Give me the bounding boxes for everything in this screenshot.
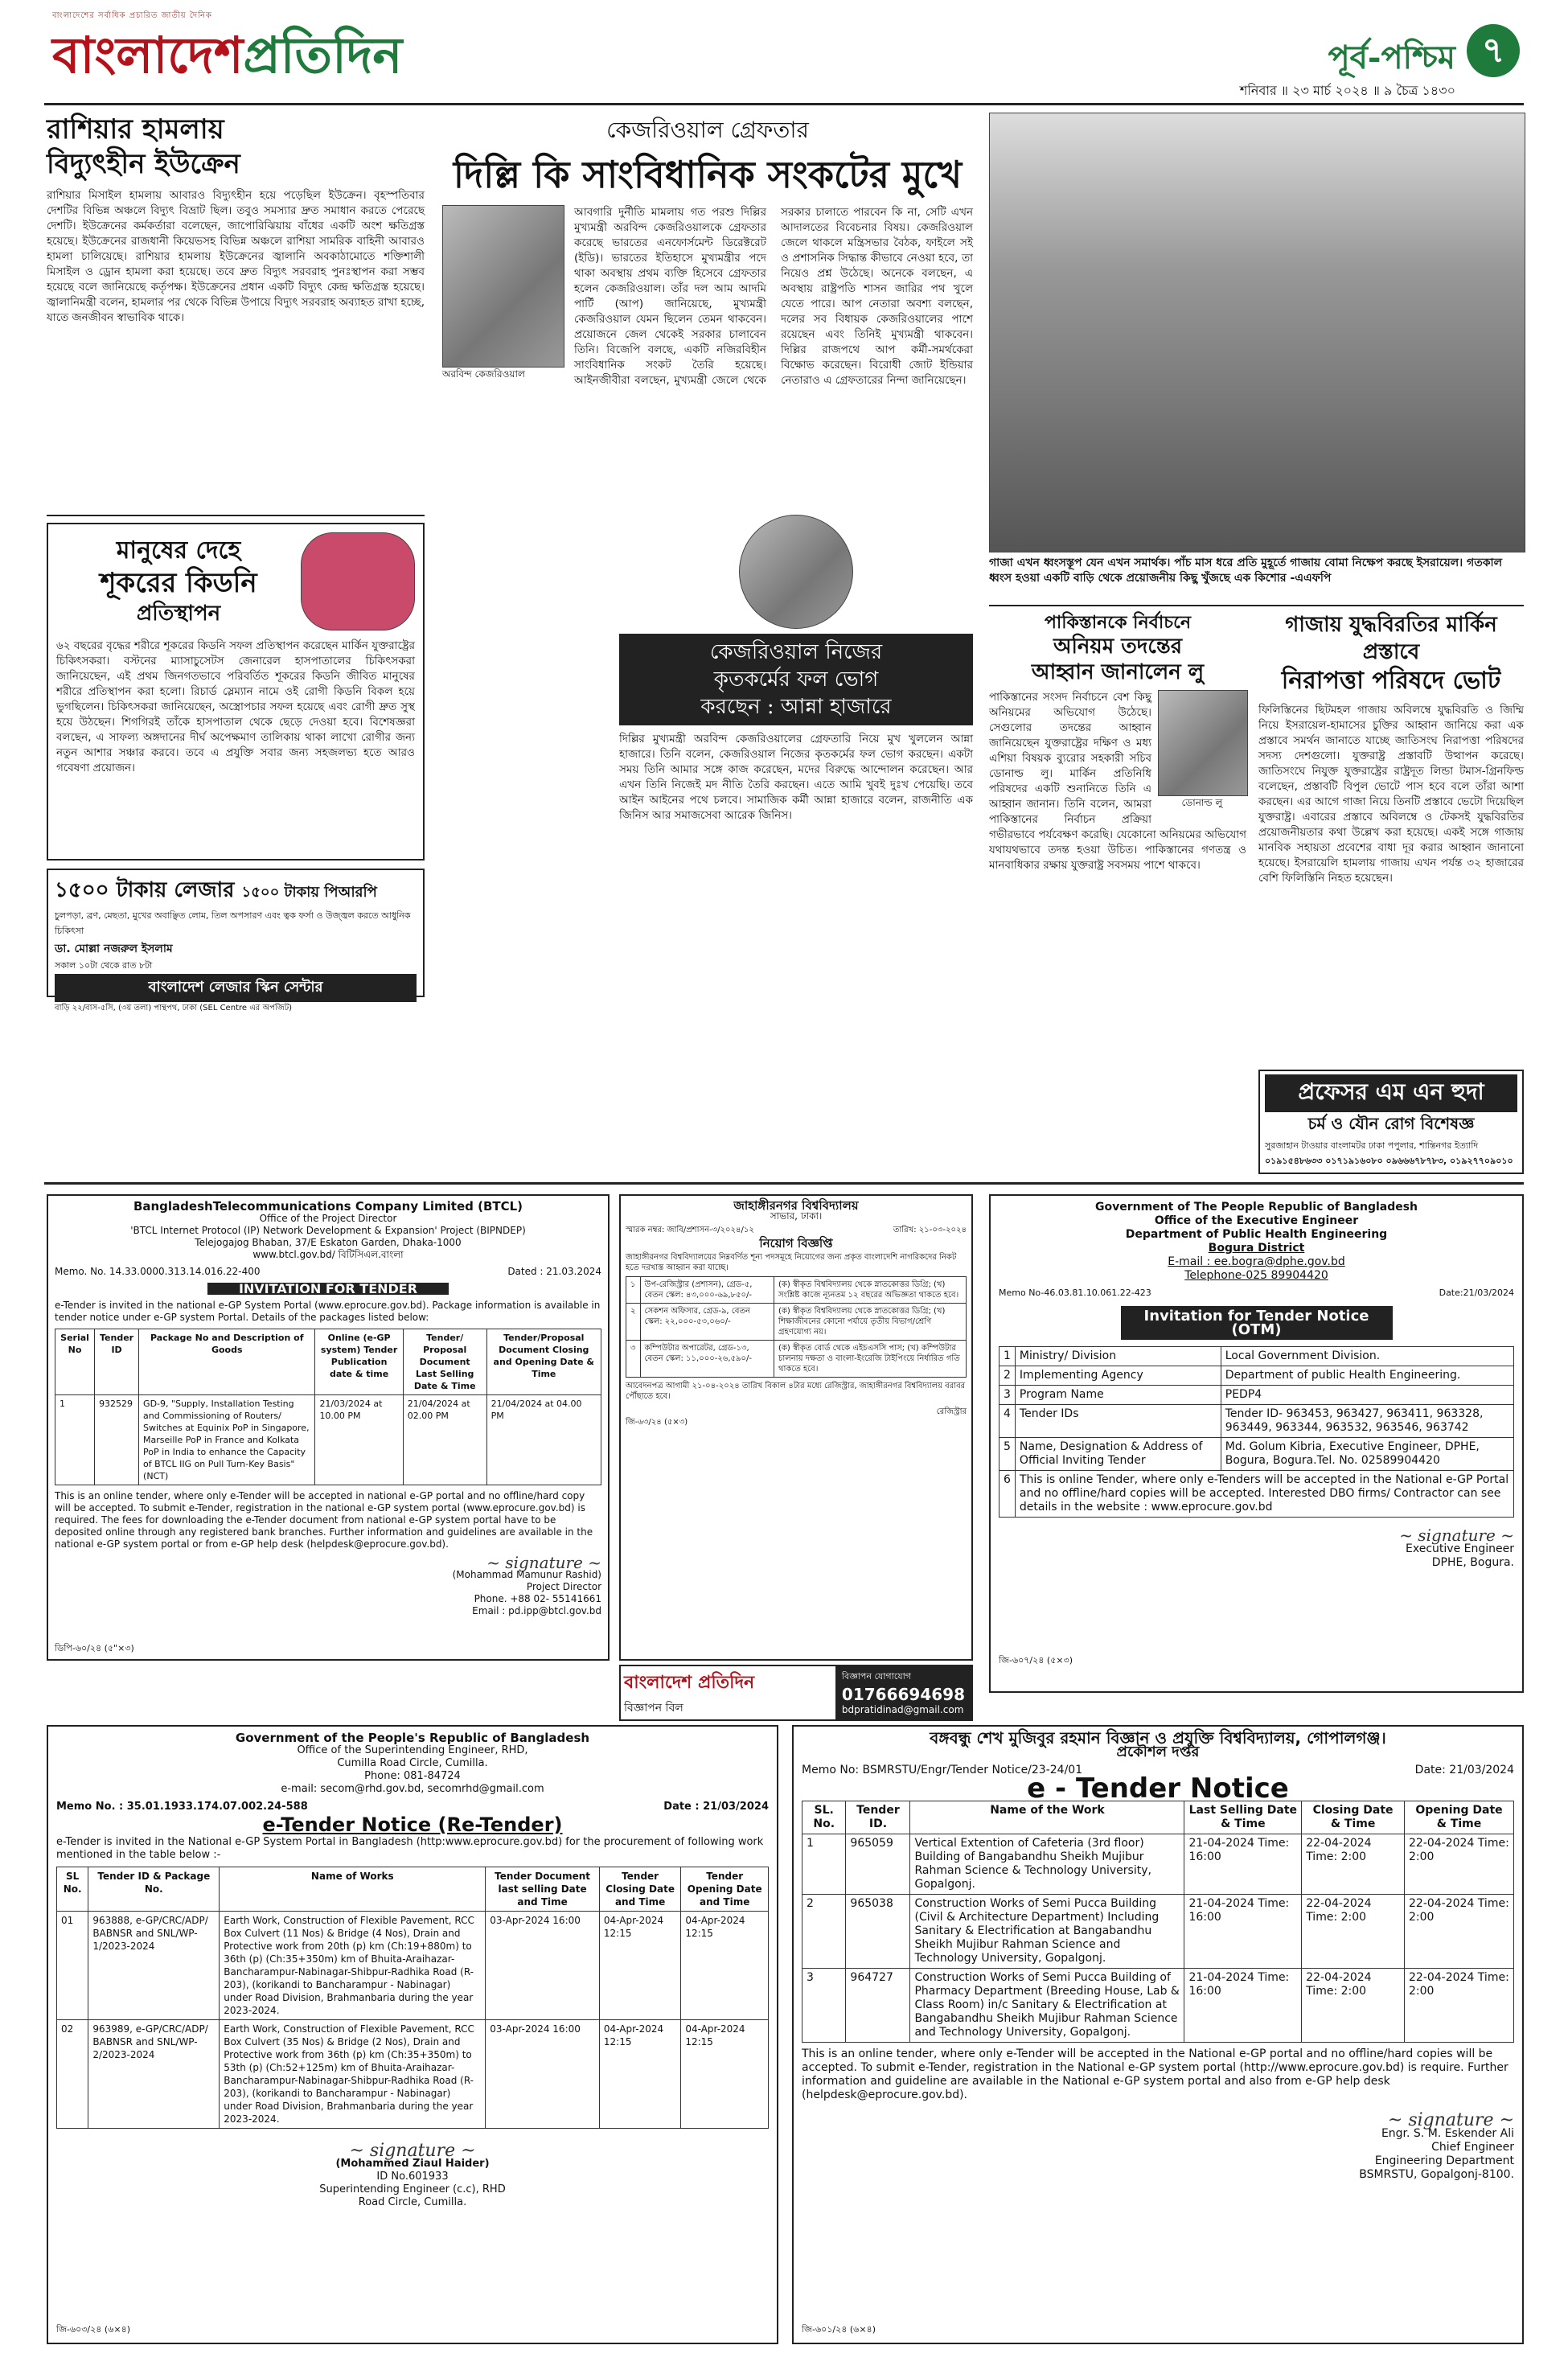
ad-doctor: ডা. মোল্লা নজরুল ইসলাম [55,943,173,955]
cell: Name, Designation & Address of Official Inviting Tender [1015,1438,1221,1471]
table-row [57,1912,769,2020]
masthead-title-part1: বাংলাদেশ [52,26,244,84]
story-body: আবগারি দুর্নীতি মামলায় গত পরশু দিল্লির মুখ্যমন্ত্রী অরবিন্দ কেজরিওয়ালকে গ্রেফতার করেছে ভারতের এনফোর্সমেন্ট ডিরেক্টরেট (ইডি)। ভারতের ইতিহাসে মুখ্যমন্ত্রীর পদে থাকা অবস্থায় প্রথম ব্যক্তি হিসেবে গ্রেফতার হলেন কেজরিওয়াল। তাঁর দল আম আদমি পার্টি (আপ) জানিয়েছে, মুখ্যমন্ত্রী কেজরিওয়াল যেমন ছিলেন তেমন থাকবেন। প্রয়োজনে জেল থেকেই সরকার চালাবেন তিনি। বিজেপি বলছে, একটি নজিরবিহীন সাংবিধানিক সংকট তৈরি হয়েছে। আইনজীবীরা বলছেন, মুখ্যমন্ত্রী জেলে থেকে সরকার চালাতে পারবেন কি না, সেটি এখন আদালতের বিবেচনার বিষয়। কেজরিওয়াল জেলে থাকলে মন্ত্রিসভার বৈঠক, ফাইলে সই ও প্রশাসনিক সিদ্ধান্ত কীভাবে নেওয়া হবে, তা নিয়েও প্রশ্ন উঠেছে। অনেকে বলছেন, এ অবস্থায় রাষ্ট্রপতি শাসন জারির পথ খুলে যেতে পারে। আপ নেতারা অবশ্য বলছেন, দলের সব বিধায়ক কেজরিওয়ালের পাশে রয়েছেন এবং তিনিই মুখ্যমন্ত্রী থাকবেন। দিল্লির রাজপথে আপ কর্মী-সমর্থকেরা বিক্ষোভ করেছেন। বিরোধী জোট ইন্ডিয়ার নেতারাও এ গ্রেফতারের নিন্দা জানিয়েছেন। [574,206,973,387]
cell: 5 [999,1438,1016,1471]
signer-place: Road Circle, Cumilla. [358,2196,467,2208]
headline-line1: পাকিস্তানকে নির্বাচনে [1044,612,1192,633]
table-row [999,1438,1514,1471]
cell: 1 [55,1395,95,1485]
tender-title: INVITATION FOR TENDER [207,1283,449,1295]
photo-caption: অরবিন্দ কেজরিওয়াল [442,368,525,380]
cell: Local Government Division. [1221,1347,1513,1366]
masthead-rule [44,103,1524,105]
signer-title: Chief Engineer [1431,2141,1514,2154]
cell: 21/04/2024 at 04.00 PM [486,1395,601,1485]
signer-id: ID No.601933 [376,2171,449,2183]
contact-title: বিজ্ঞাপন যোগাযোগ [841,1671,911,1682]
cell: 964727 [846,1969,910,2043]
table-row [802,1895,1514,1969]
cell: 22-04-2024 Time: 2:00 [1302,1969,1405,2043]
contact-label: বিজ্ঞাপন বিল [624,1701,683,1715]
header-cell: Opening Date & Time [1405,1801,1514,1834]
header-cell: Last Selling Date & Time [1184,1801,1302,1834]
ad-contact [619,1665,973,1721]
cell: Implementing Agency [1015,1366,1221,1386]
office: Office of the Project Director [259,1213,397,1224]
cell: Tender ID- 963453, 963427, 963411, 963328, 963449, 963344, 963532, 963546, 963742 [1221,1405,1513,1438]
signer-title: Project Director [526,1581,601,1592]
signer-place: DPHE, Bogura. [1431,1556,1514,1569]
cell: Earth Work, Construction of Flexible Pavement, RCC Box Culvert (11 Nos) & Bridge (4 Nos), Drain and Protective work from 20th (p) km (Ch:19+880m) to 36th (p) (Ch:35+350m) km of Bhuita-Araihazar-Bancharampur-Nabinagar-Shibpur-Radhika Road (R-203), (korikandi to Bancharampur - Nabinagar) under Road Division, Brahmanbaria during the year 2023-2024. [220,1912,486,2020]
doctor-address: সুরজাহান টাওয়ার বাংলামটর ঢাকা পপুলার, শান্তিনগর ইত্যাদি [1265,1140,1479,1151]
cell: 04-Apr-2024 12:15 [681,2020,769,2129]
intro: e-Tender is invited in the National e-GP System Portal in Bangladesh (http:www.eprocure.gov.bd) for the procurement of following work mentioned in the table below :- [56,1836,764,1861]
cell: সেকশন অফিসার, গ্রেড-৯, বেতন স্কেল: ২২,০০০-৫৩,০৬০/- [640,1304,774,1341]
signature-block [55,1553,601,1617]
kidney-illustration [301,532,415,630]
header-cell: Tender Opening Date and Time [681,1867,769,1912]
kicker: কেজরিওয়াল গ্রেফতার [606,117,809,143]
header-cell: SL. No. [802,1801,846,1834]
ad-laser-center [47,869,425,1012]
email: Email : pd.ipp@btcl.gov.bd [472,1605,601,1616]
cell: 963888, e-GP/CRC/ADP/ BABNSR and SNL/WP-1/2023-2024 [88,1912,220,2020]
ad-title-number: ১৫০০ [55,878,109,902]
headline-line2: অনিয়ম তদন্তের [1053,635,1183,659]
cell: 03-Apr-2024 16:00 [486,2020,600,2129]
story-body: পাকিস্তানের সংসদ নির্বাচনে বেশ কিছু অনিয়মের অভিযোগ উঠেছে। সেগুলোর তদন্তের আহ্বান জানিয়েছেন যুক্তরাষ্ট্রের দক্ষিণ ও মধ্য এশিয়া বিষয়ক ব্যুরোর সহকারী সচিব ডোনাল্ড লু। মার্কিন প্রতিনিধি পরিষদের একটি শুনানিতে তিনি এ আহ্বান জানান। তিনি বলেন, আমরা পাকিস্তানের নির্বাচন প্রক্রিয়া গভীরভাবে পর্যবেক্ষণ করেছি। যেকোনো অনিয়মের অভিযোগ যথাযথভাবে তদন্ত হওয়া উচিত। পাকিস্তানের গণতন্ত্র ও মানবাধিকার রক্ষায় যুক্তরাষ্ট্র সবসময় পাশে থাকবে। [989,691,1246,872]
ad-ref: জি-৬০১/২৪ (৬×৪) [802,2324,876,2335]
story-body: ৬২ বছরের বৃদ্ধের শরীরে শূকরের কিডনি সফল প্রতিস্থাপন করেছেন মার্কিন যুক্তরাষ্ট্রের চিকিৎসকরা। বস্টনের ম্যাসাচুসেটস জেনারেল হাসপাতালের চিকিৎসকরা জানিয়েছেন, এই প্রথম জিনগতভাবে পরিবর্তিত শূকরের কিডনি জীবিত মানুষের শরীরে প্রতিস্থাপন করা হলো। রিচার্ড স্লেম্যান নামে ওই রোগী কিডনি বিকল হয়ে ভুগছিলেন। চিকিৎসকরা জানিয়েছেন, অস্ত্রোপচার সফল হয়েছে এবং রোগী দ্রুত সুস্থ হয়ে উঠছেন। শিগগিরই তাঁকে হাসপাতাল থেকে ছেড়ে দেওয়া হবে। বিশেষজ্ঞরা বলছেন, এ সাফল্য অঙ্গদানের দীর্ঘ অপেক্ষমাণ তালিকায় থাকা লাখো রোগীর জন্য নতুন আশার সঞ্চার করবে। তবে এ প্রযুক্তি সবার জন্য সহজলভ্য হতে আরও গবেষণা প্রয়োজন। [56,639,415,774]
ad-section-rule [44,1182,1524,1185]
ad-ref: জি-৬০৩/২৪ (৬×৪) [56,2324,130,2335]
signature-block [999,1526,1514,1570]
university: বঙ্গবন্ধু শেখ মুজিবুর রহমান বিজ্ঞান ও প্রযুক্তি বিশ্ববিদ্যালয়, গোপালগঞ্জ। [930,1728,1386,1748]
story-anna-hazare [619,515,973,941]
contact-email: bdpratidinad@gmail.com [841,1704,964,1715]
header-cell: Online (e-GP system) Tender Publication date & time [315,1329,403,1395]
signer-dept: Engineering Department [1374,2154,1514,2167]
cell: কম্পিউটার অপারেটর, গ্রেড-১৩, বেতন স্কেল: ১১,০০০-২৬,৫৯০/- [640,1341,774,1378]
photo-block [1158,690,1246,812]
ad-address: বাড়ি ২২/বাস-৫সি, (৩য় তলা) পান্থপথ, ঢাকা (SEL Centre এর অপজিট) [55,1004,293,1012]
university: জাহাঙ্গীরনগর বিশ্ববিদ্যালয় [733,1198,859,1213]
table-row [57,2020,769,2129]
cell: 22-04-2024 Time: 2:00 [1302,1834,1405,1895]
kejriwal-photo [442,205,564,368]
cell: PEDP4 [1221,1386,1513,1405]
tender-title: e - Tender Notice [1027,1772,1289,1805]
header-cell: SL No. [57,1867,88,1912]
table-row [55,1395,601,1485]
telephone: Telephone-025 89904420 [1184,1269,1328,1282]
cell: 21-04-2024 Time: 16:00 [1184,1895,1302,1969]
masthead-title-part2: প্রতিদিন [243,26,403,84]
cell: Md. Golum Kibria, Executive Engineer, DPHE, Bogura, Bogura.Tel. No. 02589904420 [1221,1438,1513,1471]
address: Telejogajog Bhaban, 37/E Eskaton Garden, Dhaka-1000 [195,1237,462,1248]
photo-block [442,205,563,384]
gaza-photo [989,113,1525,552]
cell: 22-04-2024 Time: 2:00 [1302,1895,1405,1969]
signer: (Mohammad Mamunur Rashid) [452,1569,601,1580]
cell: 02 [57,2020,88,2129]
cell: 04-Apr-2024 12:15 [681,1912,769,2020]
signature: ~ signature ~ [349,2141,476,2161]
footer: আবেদনপত্র আগামী ২১-০৪-২০২৪ তারিখ বিকাল ৪টার মধ্যে রেজিস্ট্রার, জাহাঙ্গীরনগর বিশ্ববিদ্যালয় বরাবর পৌঁছাতে হবে। [626,1382,966,1401]
cell: 1 [802,1834,846,1895]
cell: Construction Works of Semi Pucca Building of Pharmacy Department (Breeding House, Lab & Class Room) in/c Sanitary & Electrification at Bangabandhu Sheikh Mujibur Rahman Science and Technology University, Gopalgonj. [910,1969,1184,2043]
notes: This is an online tender, where only e-Tender will be accepted in the National e-GP portal and no offline/hard copies will be accepted. To submit e-Tender, registration in the National e-GP system portal (http://www.eprocure.gov.bd) is require. Further information and guideline are available in the National e-GP system portal and also from e-GP help desk (helpdesk@eprocure.gov.bd). [802,2047,1508,2101]
story-pig-kidney [47,523,425,860]
header-cell: Name of Works [220,1867,486,1912]
place: সাভার, ঢাকা। [770,1210,823,1222]
headline-line2: নিরাপত্তা পরিষদে ভোট [1281,667,1501,695]
cell: 22-04-2024 Time: 2:00 [1405,1895,1514,1969]
table-row [626,1304,967,1341]
memo: Memo No-46.03.81.10.061.22-423 [999,1288,1151,1298]
quote-box [619,634,973,725]
ad-title-text: টাকায় লেজার [116,878,235,902]
dated: Dated : 21.03.2024 [507,1266,601,1277]
masthead-tagline: বাংলাদেশের সর্বাধিক প্রচারিত জাতীয় দৈনিক [52,11,212,20]
tender-rhd [47,1725,778,2344]
cell: 2 [999,1366,1016,1386]
memo: Memo No. : 35.01.1933.174.07.002.24-588 [56,1801,308,1813]
page-number: ৭ [1467,24,1520,77]
district: Bogura District [1208,1242,1305,1255]
tender-table [999,1346,1514,1518]
doctor-name: প্রফেসর এম এন হুদা [1265,1074,1517,1112]
header-cell: Tender Closing Date and Time [599,1867,680,1912]
cell: Department of public Health Engineering. [1221,1366,1513,1386]
tender-table [56,1867,769,2129]
headline-line3: আহ্বান জানালেন লু [1031,660,1205,684]
headline-line2: শূকরের কিডনি [100,567,257,599]
table-header-row [57,1867,769,1912]
cell: 965059 [846,1834,910,1895]
cell: Construction Works of Semi Pucca Building (Civil & Architecture Department) Including Sanitary & Electrification at Bangabandhu Sheikh Mujibur Rahman Science and Technology University, Gopalgonj. [910,1895,1184,1969]
table-row [999,1366,1514,1386]
cell: Program Name [1015,1386,1221,1405]
table-row [802,1834,1514,1895]
headline-line3: প্রতিস্থাপন [136,602,221,626]
cell: 3 [802,1969,846,2043]
table-row [999,1386,1514,1405]
signature-block [56,2141,769,2209]
cell: 21-04-2024 Time: 16:00 [1184,1834,1302,1895]
header-cell: Tender Document last selling Date and Time [486,1867,600,1912]
memo: Memo. No. 14.33.0000.313.14.016.22-400 [55,1266,261,1277]
anna-hazare-photo [739,515,853,629]
cell: GD-9, "Supply, Installation Testing and Commissioning of Routers/ Switches at Equinix PoP in Singapore, Marseille PoP in France and Kolkata PoP in India to enhance the Capacity of BTCL IIG on Pull Turn-Key Basis" (NCT) [139,1395,315,1485]
header-cell: Package No and Description of Goods [139,1329,315,1395]
cell: 965038 [846,1895,910,1969]
masthead-logo [52,10,438,98]
table-row [802,1969,1514,2043]
signature-block [802,2110,1514,2182]
tender-title: Invitation for Tender Notice (OTM) [1121,1306,1393,1340]
cell: ১ [626,1277,641,1304]
story-body: ফিলিস্তিনের ছিটমহল গাজায় অবিলম্বে যুদ্ধবিরতি ও জিম্মি নিয়ে ইসরায়েল-হামাসের চুক্তির আহ্বান জানিয়ে করা এক প্রস্তাবে সমর্থন জানাতে যাচ্ছে জাতিসংঘ নিরাপত্তা পরিষদের সদস্য দেশগুলো। যুক্তরাষ্ট্র প্রস্তাবটি উত্থাপন করেছে। জাতিসংঘে নিযুক্ত যুক্তরাষ্ট্রের রাষ্ট্রদূত লিন্ডা টমাস-গ্রিনফিল্ড বলেছেন, প্রস্তাবটি বিপুল ভোটে পাস হবে বলে তাঁরা আশা করছেন। এর আগে গাজা নিয়ে তিনটি প্রস্তাবে ভেটো দিয়েছিল যুক্তরাষ্ট্র। এবারের প্রস্তাবে অবিলম্বে ও টেকসই যুদ্ধবিরতির প্রয়োজনীয়তার কথা উল্লেখ করা হয়েছে। একই সঙ্গে গাজায় মানবিক সহায়তা প্রবেশের বাধা দূর করার আহ্বান জানানো হয়েছে। ইসরায়েলি হামলায় গাজায় এখন পর্যন্ত ৩২ হাজারের বেশি ফিলিস্তিনি নিহত হয়েছেন। [1258,704,1524,885]
tender-dphe [989,1194,1524,1693]
table-header-row [55,1329,601,1395]
tender-title: e-Tender Notice (Re-Tender) [262,1813,563,1836]
ad-ref: জি-৬৩/২৪ (৫×৩) [626,1418,688,1427]
email: E-mail : ee.bogra@dphe.gov.bd [1168,1255,1345,1268]
donald-lu-photo [1158,690,1248,796]
doctor-specialty: চর্ম ও যৌন রোগ বিশেষজ্ঞ [1307,1114,1475,1133]
header-cell: Tender ID & Package No. [88,1867,220,1912]
contact-logo: বাংলাদেশ প্রতিদিন [624,1671,755,1693]
tender-table [802,1801,1514,2043]
table-header-row [802,1801,1514,1834]
cell: (ক) স্বীকৃত বিশ্ববিদ্যালয় থেকে স্নাতকোত্তর ডিগ্রি; (খ) সংশ্লিষ্ট কাজে ন্যূনতম ১২ বছরের অভিজ্ঞতা থাকতে হবে। [774,1277,966,1304]
phone: Phone: 081-84724 [364,1770,461,1782]
headline-line1: মানুষের দেহে [116,536,241,565]
signature: ~ signature ~ [1399,1526,1514,1545]
office: Office of the Superintending Engineer, RHD, [297,1744,528,1756]
photo-caption: ডোনাল্ড লু [1181,797,1223,808]
notes: This is an online tender, where only e-Tender will be accepted in national e-GP portal and no offline/hard copy will be accepted. To submit e-Tender, registration in the national e-GP system portal (www.eprocure.gov.bd) is required. The fees for downloading the e-Tender document from national e-GP system portal have to be deposited online through any registered bank branches. Further information and guidelines are available in the national e-GP system portal or from e-GP help desk (helpdesk@eprocure.gov.bd). [55,1490,593,1550]
cell: 4 [999,1405,1016,1438]
header-cell: Tender ID. [846,1801,910,1834]
title: নিয়োগ বিজ্ঞপ্তি [759,1236,833,1251]
header-cell: Name of the Work [910,1801,1184,1834]
issue-date: শনিবার ॥ ২৩ মার্চ ২০২৪ ॥ ৯ চৈত্র ১৪৩০ [1239,83,1455,98]
signer-title: Superintending Engineer (c.c), RHD [319,2183,506,2195]
contact-phone: 01766694698 [841,1685,965,1704]
intro: e-Tender is invited in the national e-GP System Portal (www.eprocure.gov.bd). Package information is available in tender notice under e-GP system Portal. Details of the packages listed below: [55,1300,601,1323]
ad-doctor [1258,1070,1524,1174]
office: প্রকৌশল দপ্তর [1116,1744,1200,1760]
office: Office of the Executive Engineer [1154,1214,1359,1227]
cell: 04-Apr-2024 12:15 [599,1912,680,2020]
ad-title-tail: ১৫০০ টাকায় পিআরপি [241,884,377,901]
story-gaza-vote [1258,611,1524,1062]
cell: ৩ [626,1341,641,1378]
web: www.btcl.gov.bd/ বিটিসিএল.বাংলা [252,1249,404,1260]
signer: (Mohammed Ziaul Haider) [335,2158,490,2170]
cell: ২ [626,1304,641,1341]
date: Date : 21/03/2024 [663,1801,769,1813]
table-row [999,1405,1514,1438]
headline: দিল্লি কি সাংবিধানিক সংকটের মুখে [453,153,963,196]
memo: Memo No: BSMRSTU/Engr/Tender Notice/23-24/01 [802,1764,1083,1776]
tender-table [55,1329,601,1485]
header-cell: Tender/Proposal Document Closing and Opening Date & Time [486,1329,601,1395]
memo: স্মারক নম্বর: জাবি/প্রশাসন-৩/২০২৪/১২ [626,1226,754,1234]
notice-jahangirnagar [619,1194,973,1661]
table-row [999,1471,1514,1518]
masthead-title [52,23,438,88]
cell: (ক) স্বীকৃত বোর্ড থেকে এইচএসসি পাস; (খ) কম্পিউটার চালনায় দক্ষতা ও বাংলা-ইংরেজি টাইপিংয়ে নির্ধারিত গতি থাকতে হবে। [774,1341,966,1378]
cell: 6 [999,1471,1016,1518]
cell: 04-Apr-2024 12:15 [599,2020,680,2129]
divider [989,605,1524,606]
cell: 21/04/2024 at 02.00 PM [403,1395,486,1485]
cell: 932529 [95,1395,139,1485]
story-pakistan [989,611,1246,1174]
tender-bsmrstu [792,1725,1524,2344]
header-cell: Tender/ Proposal Document Last Selling Date & Time [403,1329,486,1395]
intro: জাহাঙ্গীরনগর বিশ্ববিদ্যালয়ের নিম্নবর্ণিত শূন্য পদসমূহে নিয়োগের জন্য প্রকৃত বাংলাদেশি নাগরিকদের নিকট হতে দরখাস্ত আহ্বান করা যাচ্ছে। [626,1253,957,1272]
cell: 01 [57,1912,88,2020]
quote-line2: কৃতকর্মের ফল ভোগ [713,667,879,692]
cell: 21/03/2024 at 10.00 PM [315,1395,403,1485]
cell: 3 [999,1386,1016,1405]
date: Date: 21/03/2024 [1414,1764,1514,1776]
divider [47,515,425,516]
quote-line3: করছেন : আন্না হাজারে [700,695,892,719]
date: তারিখ: ২১-০৩-২০২৪ [893,1226,967,1234]
headline-line2: বিদ্যুৎহীন ইউক্রেন [47,148,240,180]
circle: Cumilla Road Circle, Cumilla. [337,1757,488,1769]
section-name: পূর্ব-পশ্চিম [1328,39,1455,76]
quote-line1: কেজরিওয়াল নিজের [709,640,883,664]
phone: Phone. +88 02- 55141661 [474,1593,601,1604]
cell: This is online Tender, where only e-Tenders will be accepted in the National e-GP Portal and no offline/hard copies will be accepted. Interested DBO firms/ Contractor can see details in the website : www.eprocure.gov.bd [1015,1471,1513,1518]
cell: উপ-রেজিস্ট্রার (প্রশাসন), গ্রেড-৫, বেতন স্কেল: ৪৩,০০০-৬৯,৮৫০/- [640,1277,774,1304]
project: 'BTCL Internet Protocol (IP) Network Development & Expansion' Project (BIPNDEP) [130,1225,526,1236]
cell: 22-04-2024 Time: 2:00 [1405,1969,1514,2043]
gov: Government of The People Republic of Bangladesh [1094,1201,1418,1214]
vacancy-table [626,1276,967,1378]
signer: Executive Engineer [1406,1542,1514,1555]
ad-timing: সকাল ১০টা থেকে রাত ৮টা [55,960,153,971]
email: e-mail: secom@rhd.gov.bd, secomrhd@gmail.com [281,1783,544,1795]
ad-services: চুলপড়া, ব্রণ, মেছতা, মুখের অবাঞ্ছিত লোম, তিল অপসারণ এবং ত্বক ফর্সা ও উজ্জ্বল করতে আধুনিক চিকিৎসা [55,910,411,936]
headline-line1: গাজায় যুদ্ধবিরতির মার্কিন প্রস্তাবে [1285,613,1497,664]
header-cell: Serial No [55,1329,95,1395]
headline-line1: রাশিয়ার হামলায় [47,113,224,146]
signer: Engr. S. M. Eskender Ali [1381,2127,1514,2140]
cell: Tender IDs [1015,1405,1221,1438]
cell: 2 [802,1895,846,1969]
table-row [999,1347,1514,1366]
header-cell: Tender ID [95,1329,139,1395]
cell: Earth Work, Construction of Flexible Pavement, RCC Box Culvert (35 Nos) & Bridge (2 Nos), Drain and Protective work from 36th (p) km (Ch:35+350m) to 53th (p) (Ch:52+125m) km of Bhuita-Araihazar-Bancharampur-Nabinagar-Shibpur-Radhika Road (R-203), (korikandi to Bancharampur - Nabinagar) under Road Division, Brahmanbaria during the year 2023-2024. [220,2020,486,2129]
cell: 03-Apr-2024 16:00 [486,1912,600,2020]
cell: Ministry/ Division [1015,1347,1221,1366]
cell: (ক) স্বীকৃত বিশ্ববিদ্যালয় থেকে স্নাতকোত্তর ডিগ্রি; (খ) শিক্ষাজীবনের কোনো পর্যায়ে তৃতীয় বিভাগ/শ্রেণি গ্রহণযোগ্য নয়। [774,1304,966,1341]
photo-caption: গাজা এখন ধ্বংসস্তূপ যেন এখন সমার্থক। পাঁচ মাস ধরে প্রতি মুহূর্তে গাজায় বোমা নিক্ষেপ করছে ইসরায়েল। গতকাল ধ্বংস হওয়া একটি বাড়ি থেকে প্রয়োজনীয় কিছু খুঁজছে এক কিশোর -এএফপি [989,557,1503,585]
gov: Government of the People's Republic of Bangladesh [235,1731,590,1745]
header-cell: Closing Date & Time [1302,1801,1405,1834]
ad-ref: ডিপি-৬০/২৪ (৫"×৩) [55,1643,134,1653]
cell: 21-04-2024 Time: 16:00 [1184,1969,1302,2043]
cell: 1 [999,1347,1016,1366]
cell: Vertical Extention of Cafeteria (3rd floor) Building of Bangabandhu Sheikh Mujibur Rahman Science & Technology University, Gopalgonj. [910,1834,1184,1895]
date: Date:21/03/2024 [1439,1288,1514,1298]
gaza-photo-block [989,113,1524,595]
signature: ~ signature ~ [1387,2110,1514,2130]
story-body: দিল্লির মুখ্যমন্ত্রী অরবিন্দ কেজরিওয়ালের গ্রেফতারি নিয়ে মুখ খুললেন আন্না হাজারে। তিনি বলেন, কেজরিওয়াল নিজের কৃতকর্মের ফল ভোগ করছেন। একটা সময় তিনি আমার সঙ্গে কাজ করেছেন, মদের বিরুদ্ধে আন্দোলন করেছেন। আর এখন তিনি নিজেই মদ নীতি তৈরি করছেন। এতে আমি খুবই দুঃখ পেয়েছি। তবে আইন আইনের পথে চলবে। সামাজিক কর্মী আন্না হাজারে বলেন, রাজনীতি এক জিনিস আর সমাজসেবা আরেক জিনিস। [619,733,973,822]
signer: রেজিস্ট্রার [936,1407,967,1416]
tender-btcl [47,1194,610,1661]
doctor-phones: ০১৯১৫৪৮৬৩৩ ০১৭১৯১৬০৮০ ০৯৬৬৬৭৮৭৮৩, ০১৯২৭৭০৯০১০ [1265,1156,1513,1166]
dept: Department of Public Health Engineering [1125,1228,1388,1241]
signature: ~ signature ~ [486,1553,601,1572]
org: BangladeshTelecommunications Company Limited (BTCL) [133,1199,523,1214]
signer-place: BSMRSTU, Gopalgonj-8100. [1359,2168,1514,2181]
cell: 22-04-2024 Time: 2:00 [1405,1834,1514,1895]
ad-center-name: বাংলাদেশ লেজার স্কিন সেন্টার [55,974,417,1002]
story-body: রাশিয়ার মিসাইল হামলায় আবারও বিদ্যুৎহীন হয়ে পড়েছিল ইউক্রেন। বৃহস্পতিবার দেশটির বিভিন্ন অঞ্চলে বিদ্যুৎ বিভ্রাট ছিল। তবুও সমস্যার দ্রুত সমাধান করতে পেরেছে দেশটি। ইউক্রেনের কর্মকর্তারা বলেছেন, জাপোরিঝিয়ায় বাঁধের একটি অংশ ক্ষতিগ্রস্ত হয়েছে। ইউক্রেনের রাজধানী কিয়েভসহ বিভিন্ন অঞ্চলে রাশিয়া সামরিক বাহিনী আবারও হামলা চালিয়েছে। রাশিয়ার হামলায় ইউক্রেনের জ্বালানি অবকাঠামোতে শক্তিশালী মিসাইল ও ড্রোন হামলা করা হয়েছে। তবে দ্রুত বিদ্যুৎ সরবরাহ পুনঃস্থাপন করা সম্ভব হয়েছে বলে জানিয়েছে কর্তৃপক্ষ। ইউক্রেনের প্রধান একটি বিদ্যুৎ কেন্দ্র ক্ষতিগ্রস্ত হয়েছে। জ্বালানিমন্ত্রী বলেন, হামলার পর থেকে বিভিন্ন উপায়ে বিদ্যুৎ সরবরাহ অব্যাহত রাখা হচ্ছে, যাতে জনজীবন স্বাভাবিক থাকে। [47,189,425,324]
story-ukraine [47,113,425,515]
table-row [626,1277,967,1304]
ad-ref: জি-৬০৭/২৪ (৫×৩) [999,1655,1073,1665]
table-row [626,1341,967,1378]
cell: 963989, e-GP/CRC/ADP/ BABNSR and SNL/WP-2/2023-2024 [88,2020,220,2129]
